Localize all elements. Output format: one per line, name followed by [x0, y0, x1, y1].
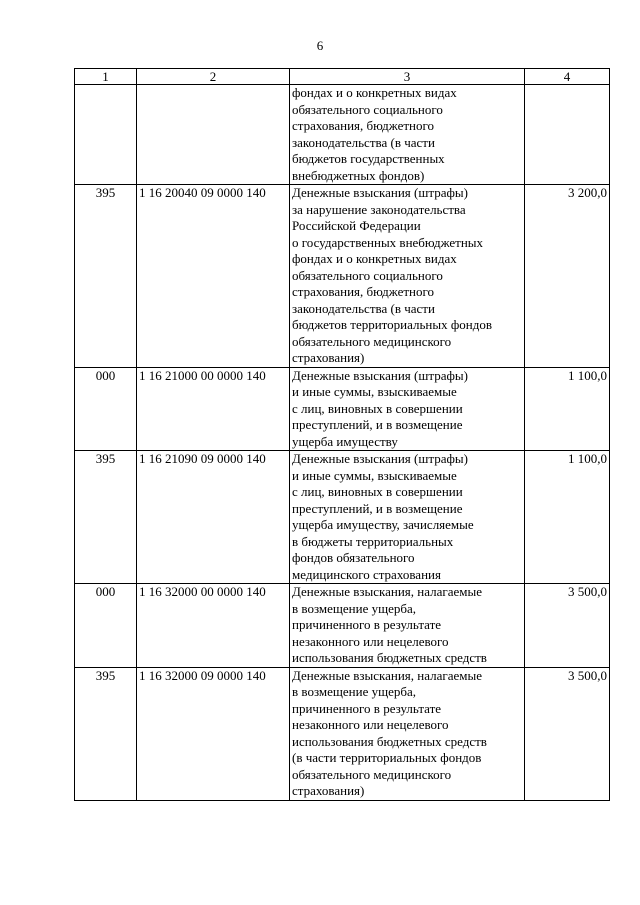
revenue-name-cell: Денежные взыскания, налагаемые в возмещение ущерба, причиненного в результате незаконного или нецелевого использования бюджетных средств — [290, 584, 525, 668]
page-number: 6 — [316, 38, 324, 53]
header-row — [75, 69, 610, 85]
admin-code-cell — [75, 85, 137, 185]
table-row — [75, 185, 610, 368]
header-col-4: 4 — [525, 69, 610, 85]
table-row — [75, 85, 610, 185]
revenue-name-cell: фондах и о конкретных видах обязательного социального страхования, бюджетного законодательства (в части бюджетов государственных внебюджетных фондов) — [290, 85, 525, 185]
revenue-name-cell: Денежные взыскания (штрафы) и иные суммы, взыскиваемые с лиц, виновных в совершении преступлений, и в возмещение ущерба имуществу — [290, 367, 525, 451]
budget-code-cell: 1 16 20040 09 0000 140 — [137, 185, 290, 368]
amount-cell: 3 500,0 — [525, 584, 610, 668]
admin-code-cell: 395 — [75, 185, 137, 368]
amount-cell: 1 100,0 — [525, 451, 610, 584]
admin-code-cell: 395 — [75, 667, 137, 800]
header-col-1: 1 — [75, 69, 137, 85]
table-row — [75, 584, 610, 668]
amount-cell: 1 100,0 — [525, 367, 610, 451]
revenue-name-cell: Денежные взыскания (штрафы) за нарушение законодательства Российской Федерации о государственных внебюджетных фондах и о конкретных видах обязательного социального страхования, бюджетного законодательства (в части бюджетов территориальных фондов обязательного медицинского страхования) — [290, 185, 525, 368]
revenue-name-cell: Денежные взыскания, налагаемые в возмещение ущерба, причиненного в результате незаконного или нецелевого использования бюджетных средств (в части территориальных фондов обязательного медицинского страхования) — [290, 667, 525, 800]
admin-code-cell: 395 — [75, 451, 137, 584]
admin-code-cell: 000 — [75, 367, 137, 451]
table-row — [75, 667, 610, 800]
table-header — [75, 69, 610, 85]
table-row — [75, 367, 610, 451]
header-col-3: 3 — [290, 69, 525, 85]
budget-code-cell — [137, 85, 290, 185]
header-col-2: 2 — [137, 69, 290, 85]
amount-cell: 3 500,0 — [525, 667, 610, 800]
table-body — [75, 85, 610, 801]
revenue-table — [74, 68, 610, 801]
budget-code-cell: 1 16 21090 09 0000 140 — [137, 451, 290, 584]
budget-code-cell: 1 16 21000 00 0000 140 — [137, 367, 290, 451]
budget-code-cell: 1 16 32000 00 0000 140 — [137, 584, 290, 668]
admin-code-cell: 000 — [75, 584, 137, 668]
table-row — [75, 451, 610, 584]
revenue-name-cell: Денежные взыскания (штрафы) и иные суммы, взыскиваемые с лиц, виновных в совершении преступлений, и в возмещение ущерба имуществу, зачисляемые в бюджеты территориальных фондов обязательного медицинского страхования — [290, 451, 525, 584]
budget-code-cell: 1 16 32000 09 0000 140 — [137, 667, 290, 800]
amount-cell: 3 200,0 — [525, 185, 610, 368]
amount-cell — [525, 85, 610, 185]
